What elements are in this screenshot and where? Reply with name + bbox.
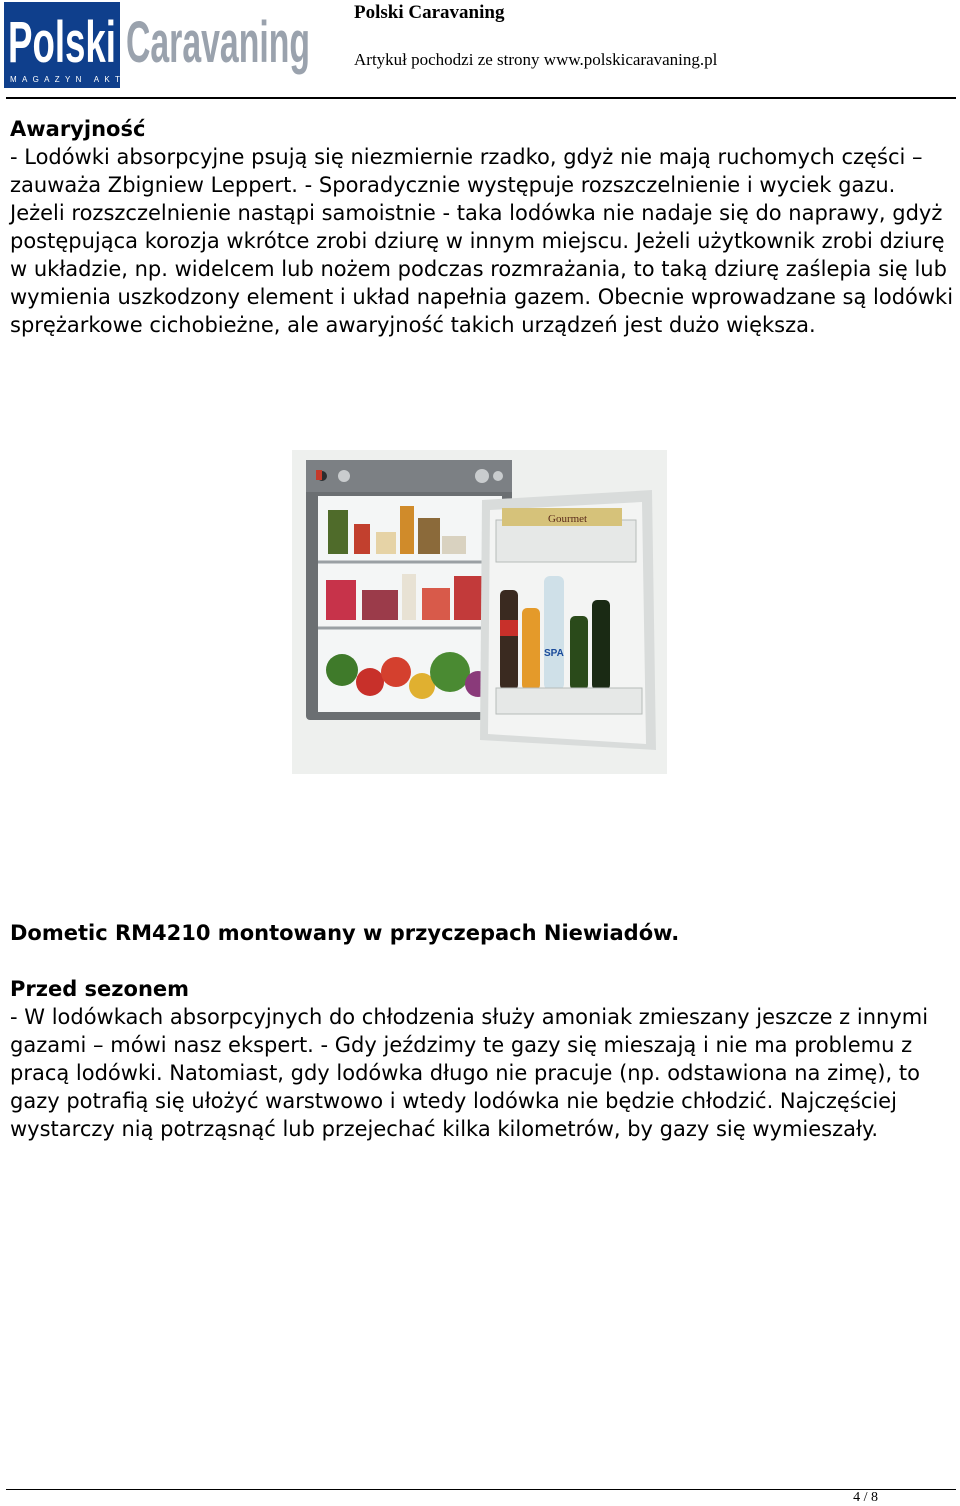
- door-label-spa: SPA: [544, 648, 564, 659]
- section-heading: Awaryjność: [10, 117, 146, 141]
- header-title: Polski Caravaning: [354, 2, 505, 23]
- section-body: - W lodówkach absorpcyjnych do chłodzenia służy amoniak zmieszany jeszcze z innymi gazami – mówi nasz ekspert. - Gdy jeździmy te gazy się mieszają i nie ma problemu z pracą lodówki. Natomiast, gdy lodówka długo nie pracuje (np. odstawiona na zimę), to gazy potrafią się ułożyć warstwowo i wtedy lodówka nie będzie chłodzić. Najczęściej wystarczy nią potrząsnąć lub przejechać kilka kilometrów, by gazy się wymieszały.: [10, 1005, 929, 1141]
- page-number: 4 / 8: [853, 1490, 878, 1505]
- logo-tagline: MAGAZYN AKTYWNEGO WYPOCZYNKU: [10, 75, 306, 84]
- section-awaryjnosc: [10, 115, 955, 339]
- photo-caption: Dometic RM4210 montowany w przyczepach Niewiadów.: [10, 921, 680, 945]
- section-przed-sezonem: [10, 975, 955, 1143]
- footer-divider: [6, 1489, 956, 1490]
- header-divider: [6, 97, 956, 99]
- logo-text-polski: Polski: [8, 10, 117, 75]
- logo-text-caravaning: Caravaning: [126, 10, 310, 75]
- polski-caravaning-logo: [4, 2, 314, 88]
- door-label-gourmet: Gourmet: [548, 513, 588, 525]
- header-source: Artykuł pochodzi ze strony www.polskicaravaning.pl: [354, 50, 718, 69]
- section-body: - Lodówki absorpcyjne psują się niezmiernie rzadko, gdyż nie mają ruchomych części – zauważa Zbigniew Leppert. - Sporadycznie występuje rozszczelnienie i wyciek gazu. Jeżeli rozszczelnienie nastąpi samoistnie - taka lodówka nie nadaje się do naprawy, gdyż postępująca korozja wkrótce zrobi dziurę w innym miejscu. Jeżeli użytkownik zrobi dziurę w układzie, np. widelcem lub nożem podczas rozmrażania, to taką dziurę zaślepia się lub wymienia uszkodzony element i układ napełnia gazem. Obecnie wprowadzane są lodówki sprężarkowe cichobieżne, ale awaryjność takich urządzeń jest dużo większa.: [10, 145, 954, 337]
- fridge-photo: [292, 450, 667, 774]
- section-heading: Przed sezonem: [10, 977, 190, 1001]
